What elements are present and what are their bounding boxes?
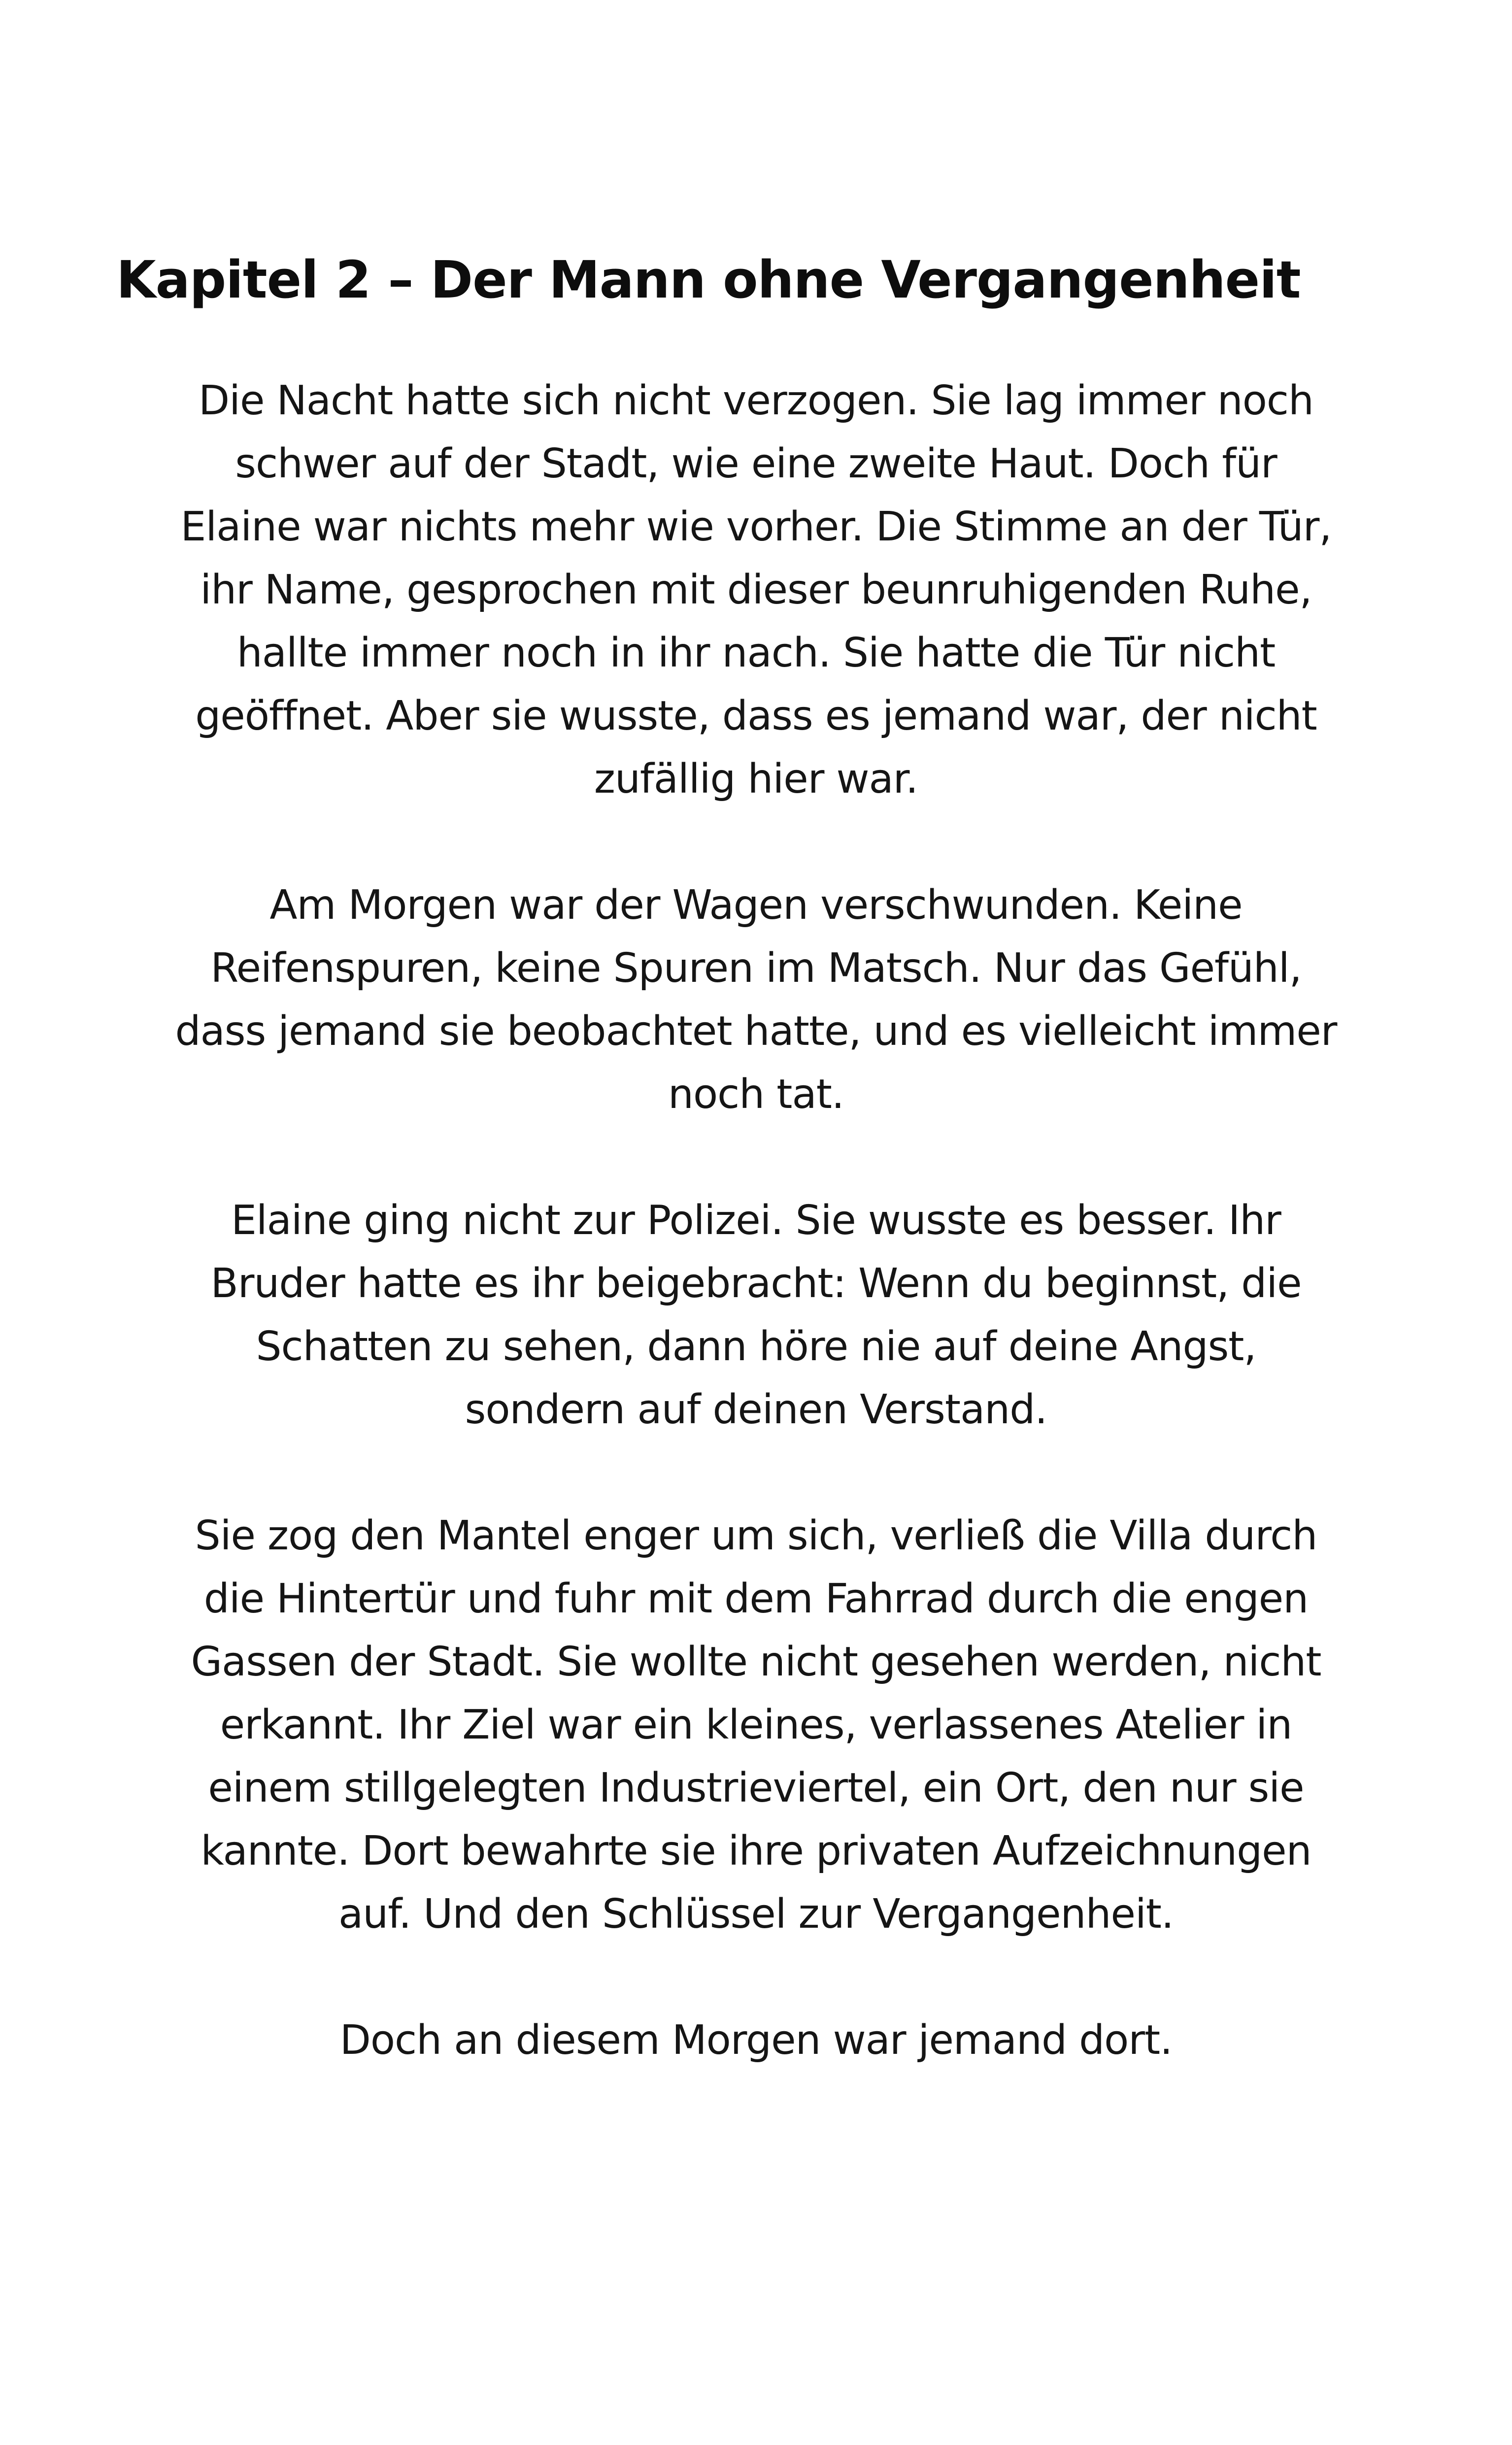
text-line: ihr Name, gesprochen mit dieser beunruhigenden Ruhe, bbox=[200, 567, 1312, 613]
text-line: Gassen der Stadt. Sie wollte nicht gesehen werden, nicht bbox=[191, 1639, 1321, 1685]
text-line: noch tat. bbox=[668, 1071, 844, 1118]
chapter-title: Kapitel 2 – Der Mann ohne Vergangenheit bbox=[116, 250, 1301, 310]
text-line: Schatten zu sehen, dann höre nie auf deine Angst, bbox=[256, 1323, 1256, 1370]
text-line: Elaine war nichts mehr wie vorher. Die Stimme an der Tür, bbox=[180, 503, 1332, 550]
text-line: einem stillgelegten Industrieviertel, ein Ort, den nur sie bbox=[208, 1765, 1304, 1811]
paragraph-5 bbox=[0, 2009, 1512, 2072]
paragraph-4 bbox=[0, 1505, 1512, 1946]
paragraph-3 bbox=[0, 1189, 1512, 1441]
text-line: schwer auf der Stadt, wie eine zweite Haut. Doch für bbox=[235, 440, 1277, 487]
text-line: Sie zog den Mantel enger um sich, verließ die Villa durch bbox=[195, 1512, 1317, 1559]
text-line: kannte. Dort bewahrte sie ihre privaten Aufzeichnungen bbox=[201, 1828, 1311, 1875]
text-line: geöffnet. Aber sie wusste, dass es jemand war, der nicht bbox=[195, 693, 1317, 739]
text-line: hallte immer noch in ihr nach. Sie hatte die Tür nicht bbox=[236, 630, 1276, 676]
text-line: Doch an diesem Morgen war jemand dort. bbox=[339, 2017, 1173, 2064]
text-line: die Hintertür und fuhr mit dem Fahrrad durch die engen bbox=[203, 1575, 1309, 1622]
text-line: Elaine ging nicht zur Polizei. Sie wusste es besser. Ihr bbox=[231, 1197, 1281, 1244]
text-line: erkannt. Ihr Ziel war ein kleines, verlassenes Atelier in bbox=[220, 1702, 1292, 1748]
paragraph-1 bbox=[0, 369, 1512, 811]
text-line: sondern auf deinen Verstand. bbox=[465, 1386, 1047, 1433]
text-line: Die Nacht hatte sich nicht verzogen. Sie lag immer noch bbox=[199, 377, 1313, 424]
text-line: Am Morgen war der Wagen verschwunden. Keine bbox=[269, 882, 1243, 929]
text-line: Reifenspuren, keine Spuren im Matsch. Nur das Gefühl, bbox=[210, 945, 1302, 992]
text-line: Bruder hatte es ihr beigebracht: Wenn du beginnst, die bbox=[210, 1260, 1302, 1307]
text-line: zufällig hier war. bbox=[594, 756, 918, 803]
text-line: auf. Und den Schlüssel zur Vergangenheit. bbox=[338, 1891, 1174, 1938]
text-line: dass jemand sie beobachtet hatte, und es vielleicht immer bbox=[175, 1008, 1337, 1055]
paragraph-2 bbox=[0, 874, 1512, 1126]
